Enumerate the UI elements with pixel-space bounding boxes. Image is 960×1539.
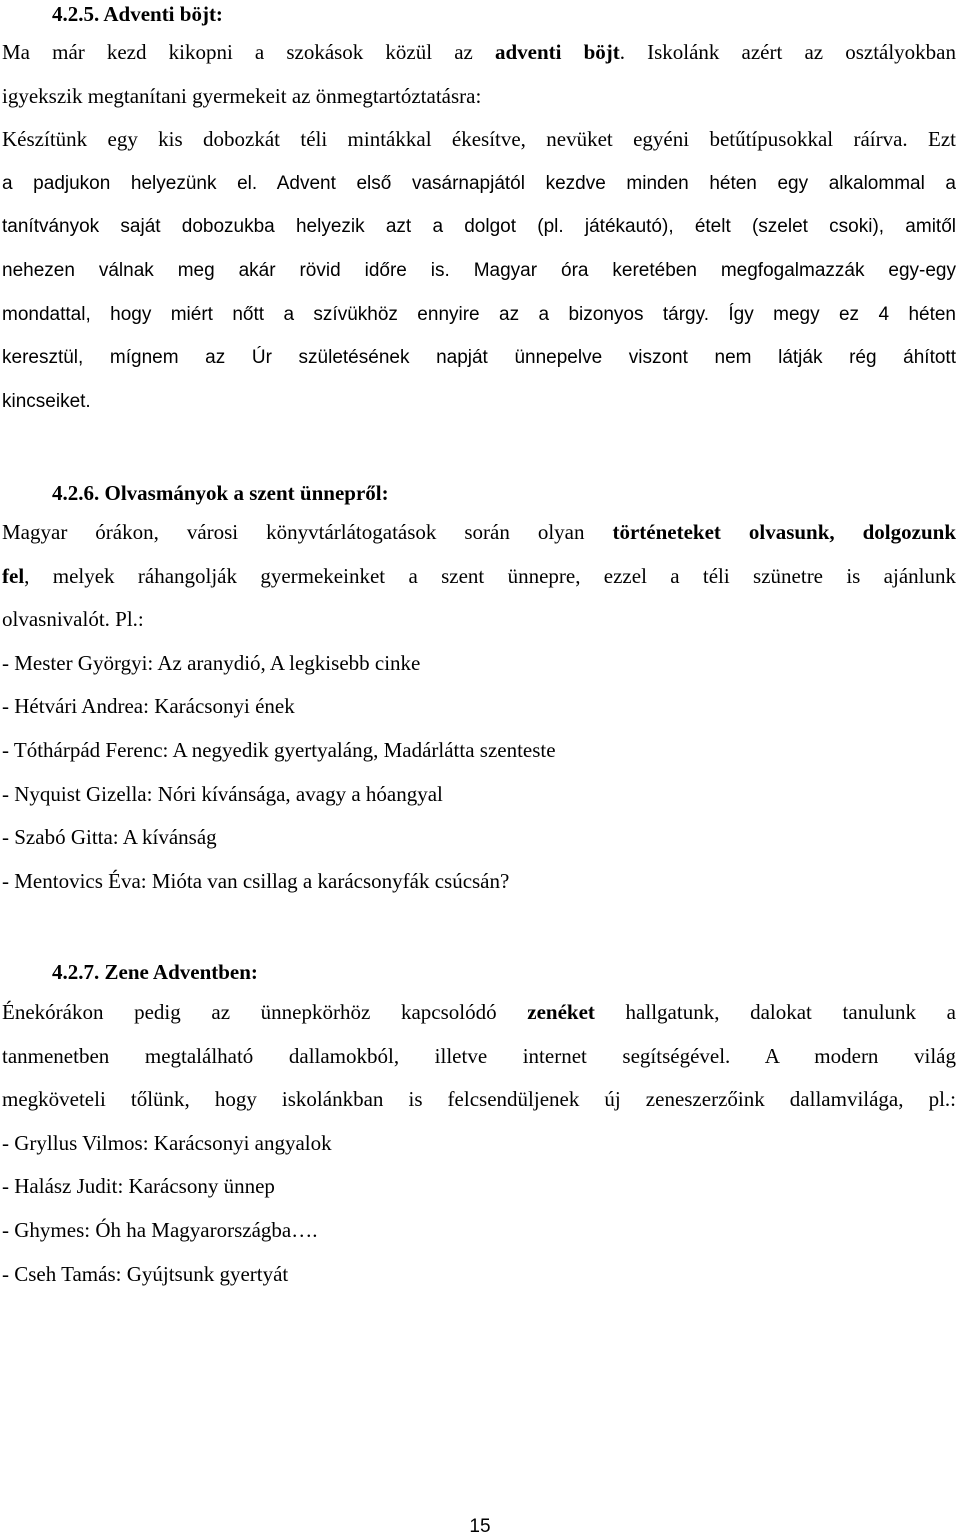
heading-number: 4.2.6. bbox=[52, 481, 100, 505]
paragraph-music bbox=[2, 991, 956, 1296]
text-line: Ma már kezd kikopni a szokások közül az adventi böjt. Iskolánk azért az osztályokban bbox=[2, 40, 956, 64]
section-heading-readings bbox=[52, 479, 389, 507]
text-line: Magyar órákon, városi könyvtárlátogatások során olyan történeteket olvasunk, dolgozunk bbox=[2, 520, 956, 544]
list-item: - Mentovics Éva: Mióta van csillag a karácsonyfák csúcsán? bbox=[2, 868, 510, 893]
text-line: keresztül, mígnem az Úr születésének napját ünnepelve viszont nem látják rég áhított bbox=[2, 347, 956, 369]
text-line: megköveteli tőlünk, hogy iskolánkban is felcsendüljenek új zeneszerzőink dallamvilága, pl.: bbox=[2, 1087, 956, 1112]
text-line: Énekórákon pedig az ünnepkörhöz kapcsolódó zenéket hallgatunk, dalokat tanulunk a bbox=[2, 1000, 956, 1024]
list-item: - Halász Judit: Karácsony ünnep bbox=[2, 1174, 275, 1199]
list-item: - Szabó Gitta: A kívánság bbox=[2, 825, 217, 850]
text-line: kincseiket. bbox=[2, 390, 91, 412]
list-item: - Mester Györgyi: Az aranydió, A legkisebb cinke bbox=[2, 650, 421, 675]
text-line: tanmenetben megtalálható dallamokból, illetve internet segítségével. A modern világ bbox=[2, 1043, 956, 1068]
list-item: - Tóthárpád Ferenc: A negyedik gyertyaláng, Madárlátta szenteste bbox=[2, 737, 556, 762]
page-number: 15 bbox=[469, 1516, 491, 1537]
paragraph-readings bbox=[2, 511, 956, 903]
text-line: mondattal, hogy miért nőtt a szívükhöz ennyire az a bizonyos tárgy. Így megy ez 4 héten bbox=[2, 303, 956, 325]
text-line: olvasnivalót. Pl.: bbox=[2, 607, 144, 632]
text-line: igyekszik megtanítani gyermekeit az önmegtartóztatásra: bbox=[2, 83, 482, 108]
text-line: tanítványok saját dobozukba helyezik azt a dolgot (pl. játékautó), ételt (szelet csoki), amitől bbox=[2, 216, 956, 238]
heading-number: 4.2.7. bbox=[52, 960, 100, 984]
list-item: - Cseh Tamás: Gyújtsunk gyertyát bbox=[2, 1261, 289, 1286]
list-item: - Gryllus Vilmos: Karácsonyi angyalok bbox=[2, 1130, 332, 1155]
text-line: nehezen válnak meg akár rövid időre is. Magyar óra keretében megfogalmazzák egy-egy bbox=[2, 259, 956, 281]
text-line: Készítünk egy kis dobozkát téli mintákkal ékesítve, nevüket egyéni betűtípusokkal ráírva. Ezt bbox=[2, 127, 956, 152]
text-line: fel, melyek ráhangolják gyermekeinket a szent ünnepre, ezzel a téli szünetre is ajánlunk bbox=[2, 563, 956, 588]
list-item: - Hétvári Andrea: Karácsonyi ének bbox=[2, 694, 295, 719]
heading-title: Zene Adventben: bbox=[104, 960, 258, 984]
heading-title: Adventi böjt: bbox=[103, 2, 223, 26]
list-item: - Ghymes: Óh ha Magyarországba…. bbox=[2, 1217, 318, 1242]
list-item: - Nyquist Gizella: Nóri kívánsága, avagy a hóangyal bbox=[2, 781, 443, 806]
paragraph-advent-fast bbox=[2, 31, 956, 423]
text-line: a padjukon helyezünk el. Advent első vasárnapjától kezdve minden héten egy alkalommal a bbox=[2, 172, 956, 194]
heading-title: Olvasmányok a szent ünnepről: bbox=[104, 481, 389, 505]
section-heading-advent-fast bbox=[52, 0, 223, 28]
heading-number: 4.2.5. bbox=[52, 2, 100, 26]
section-heading-music bbox=[52, 958, 258, 986]
